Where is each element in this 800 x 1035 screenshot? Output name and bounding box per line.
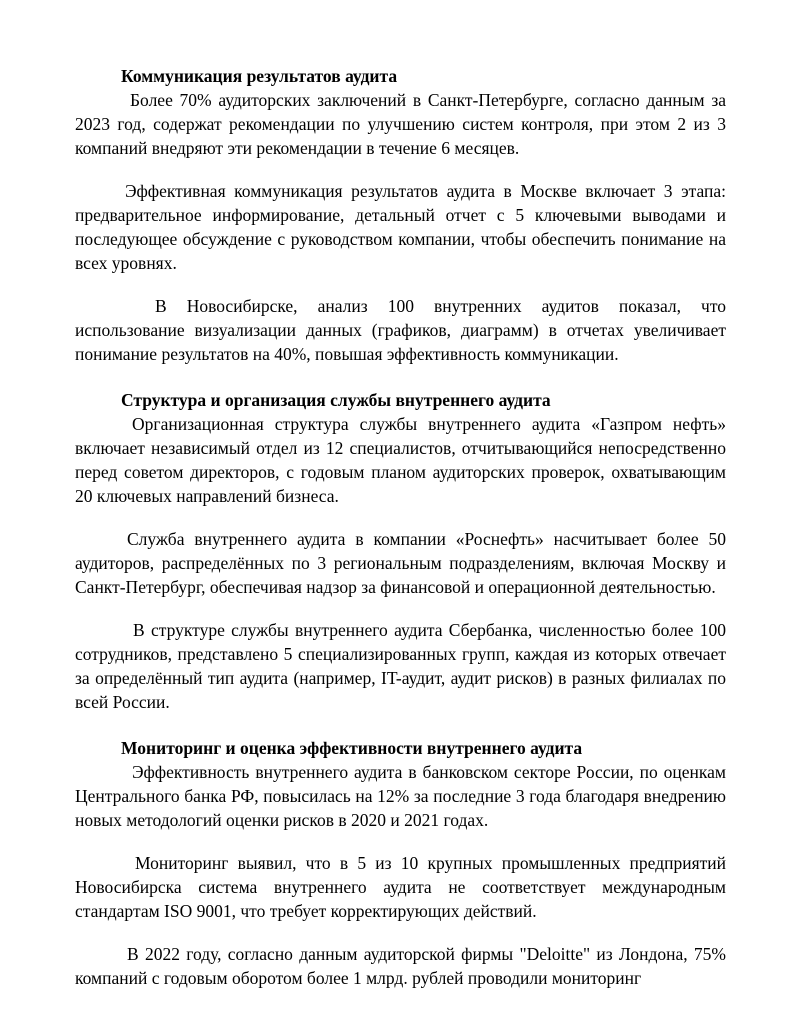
section-heading: Мониторинг и оценка эффективности внутреннего аудита (121, 738, 583, 758)
paragraph: В Новосибирске, анализ 100 внутренних аудитов показал, что использование визуализации данных (графиков, диаграмм) в отчетах увеличивает понимание результатов на 40%, повышая эффективность коммуникации. (75, 296, 726, 364)
paragraph: Мониторинг выявил, что в 5 из 10 крупных промышленных предприятий Новосибирска система внутреннего аудита не соответствует международным стандартам ISO 9001, что требует корректирующих действий. (75, 853, 726, 921)
paragraph: Эффективность внутреннего аудита в банковском секторе России, по оценкам Центрального банка РФ, повысилась на 12% за последние 3 года благодаря внедрению новых методологий оценки рисков в 2020 и 2021 годах. (75, 762, 726, 830)
paragraph: В 2022 году, согласно данным аудиторской фирмы "Deloitte" из Лондона, 75% компаний с годовым оборотом более 1 млрд. рублей проводили мониторинг (75, 944, 726, 988)
paragraph: Организационная структура службы внутреннего аудита «Газпром нефть» включает независимый отдел из 12 специалистов, отчитывающийся непосредственно перед советом директоров, с годовым планом аудиторских проверок, охватывающим 20 ключевых направлений бизнеса. (75, 414, 726, 506)
section-heading: Структура и организация службы внутреннего аудита (121, 390, 551, 410)
paragraph: Более 70% аудиторских заключений в Санкт-Петербурге, согласно данным за 2023 год, содержат рекомендации по улучшению систем контроля, при этом 2 из 3 компаний внедряют эти рекомендации в течение 6 месяцев. (75, 90, 726, 158)
section-heading: Коммуникация результатов аудита (121, 66, 398, 86)
paragraph: Эффективная коммуникация результатов аудита в Москве включает 3 этапа: предварительное информирование, детальный отчет с 5 ключевыми выводами и последующее обсуждение с руководством компании, чтобы обеспечить понимание на всех уровнях. (75, 181, 726, 273)
paragraph: В структуре службы внутреннего аудита Сбербанка, численностью более 100 сотрудников, представлено 5 специализированных групп, каждая из которых отвечает за определённый тип аудита (например, IT-аудит, аудит рисков) в разных филиалах по всей России. (75, 620, 726, 712)
paragraph: Служба внутреннего аудита в компании «Роснефть» насчитывает более 50 аудиторов, распределённых по 3 региональным подразделениям, включая Москву и Санкт-Петербург, обеспечивая надзор за финансовой и операционной деятельностью. (75, 529, 726, 597)
